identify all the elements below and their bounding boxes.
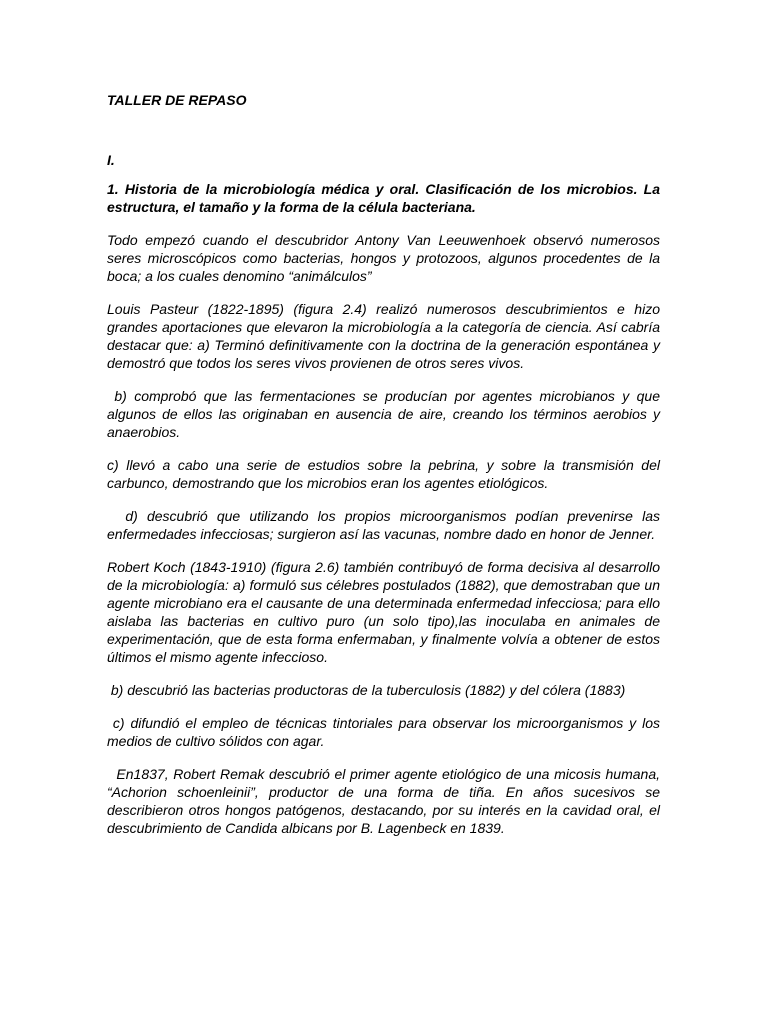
paragraph-koch-c: c) difundió el empleo de técnicas tintoriales para observar los microorganismos y los medios de cultivo sólidos con agar.: [107, 715, 664, 749]
paragraph-pasteur-b: b) comprobó que las fermentaciones se producían por agentes microbianos y que algunos de ellos las originaban en ausencia de aire, creando los términos aerobios y anaerobios.: [107, 388, 664, 440]
document-title: TALLER DE REPASO: [107, 92, 247, 108]
paragraph-remak: En1837, Robert Remak descubrió el primer agente etiológico de una micosis humana, “Achorion schoenleinii”, productor de una forma de tiña. En años sucesivos se describieron otros hongos patógenos, destacando, por su interés en la cavidad oral, el descubrimiento de Candida albicans por B. Lagenbeck en 1839.: [107, 766, 664, 836]
paragraph-leeuwenhoek: Todo empezó cuando el descubridor Antony Van Leeuwenhoek observó numerosos seres microscópicos como bacterias, hongos y protozoos, algunos procedentes de la boca; a los cuales denomino “animálculos”: [107, 232, 664, 284]
document-body: [107, 91, 664, 837]
paragraph-pasteur-d: d) descubrió que utilizando los propios microorganismos podían prevenirse las enfermedades infecciosas; surgieron así las vacunas, nombre dado en honor de Jenner.: [107, 508, 664, 542]
paragraph-pasteur-c: c) llevó a cabo una serie de estudios sobre la pebrina, y sobre la transmisión del carbunco, demostrando que los microbios eran los agentes etiológicos.: [107, 457, 664, 491]
section-label: I.: [107, 152, 115, 168]
paragraph-koch: Robert Koch (1843-1910) (figura 2.6) también contribuyó de forma decisiva al desarrollo de la microbiología: a) formuló sus célebres postulados (1882), que demostraban que un agente microbiano era el causante de una determinada enfermedad infecciosa; para ello aislaba las bacterias en cultivo puro (un solo tipo),las inoculaba en animales de experimentación, que de esta forma enfermaban, y finalmente volvía a obtener de estos últimos el mismo agente infeccioso.: [107, 559, 664, 665]
section-subheading: 1. Historia de la microbiología médica y oral. Clasificación de los microbios. La estructura, el tamaño y la forma de la célula bacteriana.: [107, 181, 660, 215]
paragraph-pasteur: Louis Pasteur (1822-1895) (figura 2.4) realizó numerosos descubrimientos e hizo grandes aportaciones que elevaron la microbiología a la categoría de ciencia. Así cabría destacar que: a) Terminó definitivamente con la doctrina de la generación espontánea y demostró que todos los seres vivos provienen de otros seres vivos.: [107, 301, 664, 371]
paragraph-koch-b: b) descubrió las bacterias productoras de la tuberculosis (1882) y del cólera (1883): [107, 682, 626, 698]
